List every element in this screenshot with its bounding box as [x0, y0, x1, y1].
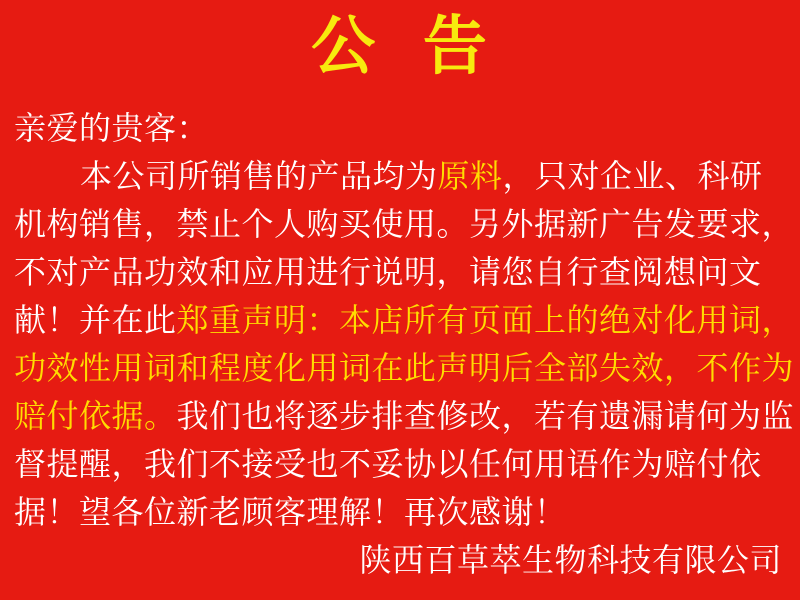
- text-segment: 督提醒，我们不接受也不妥协以任何用语作为赔付依: [14, 446, 762, 482]
- text-segment-highlight: 原料: [437, 158, 503, 194]
- notice-line: [14, 392, 795, 440]
- notice-body: [0, 104, 800, 536]
- notice-line: [14, 296, 795, 344]
- text-segment-highlight: 郑重声明：本店所有页面上的绝对化用词，: [176, 302, 795, 338]
- text-segment: 机构销售，禁止个人购买使用。另外据新广告发要求，: [14, 206, 795, 242]
- company-signature: 陕西百草萃生物科技有限公司: [359, 542, 782, 578]
- text-segment: 不对产品功效和应用进行说明，请您自行查阅想问文: [14, 254, 762, 290]
- notice-line: [14, 200, 795, 248]
- text-segment-highlight: 功效性用词和程度化用词在此声明后全部失效，不作为: [14, 350, 795, 386]
- notice-line: [14, 104, 786, 152]
- text-segment-highlight: 赔付依据。: [14, 398, 177, 434]
- notice-line: [14, 440, 786, 488]
- text-segment: 据！望各位新老顾客理解！再次感谢！: [14, 494, 567, 530]
- notice-line: [14, 344, 795, 392]
- notice-line: [14, 488, 786, 536]
- notice-title: 公 告: [311, 10, 489, 82]
- text-segment: 我们也将逐步排查修改，若有遗漏请何为监: [176, 398, 795, 434]
- text-segment: ，只对企业、科研: [502, 158, 763, 194]
- notice-line: [14, 248, 786, 296]
- text-segment: 亲爱的贵客：: [14, 110, 210, 146]
- text-segment: 献！并在此: [14, 302, 177, 338]
- text-segment: 本公司所销售的产品均为: [80, 158, 438, 194]
- notice-line: [14, 152, 786, 200]
